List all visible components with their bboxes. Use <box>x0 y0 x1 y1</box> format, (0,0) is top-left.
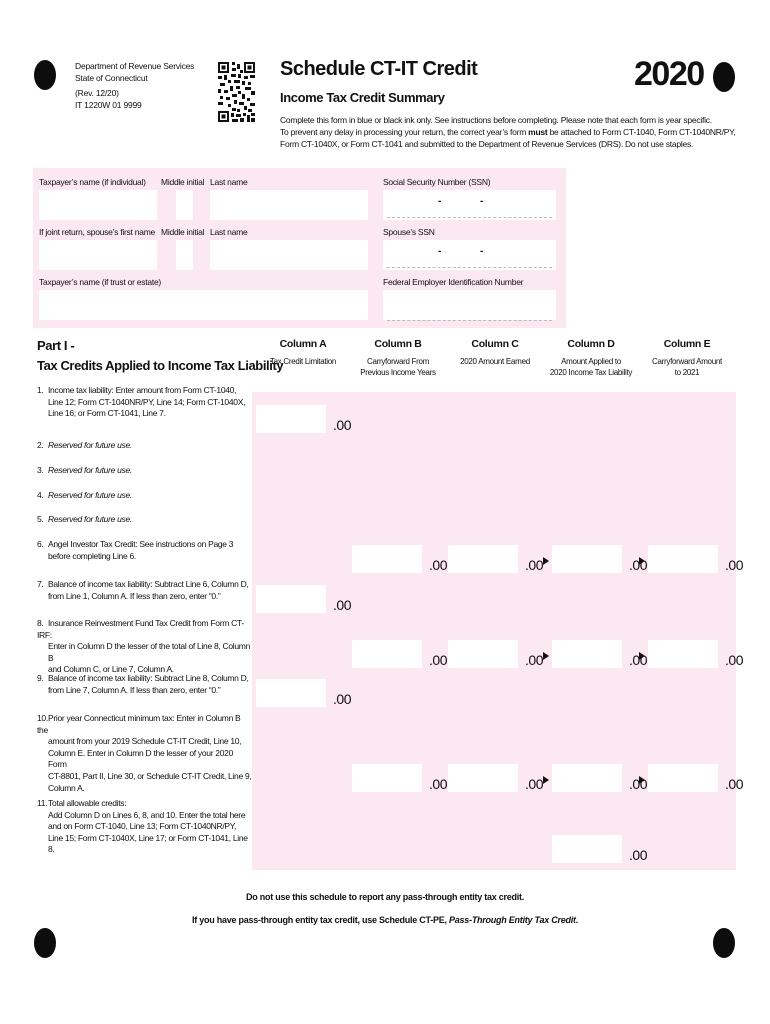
line-6-number: 6. <box>37 539 44 549</box>
part-1-title: Tax Credits Applied to Income Tax Liability <box>37 358 284 373</box>
line-9-text-2 <box>37 685 252 697</box>
line-1-column-a-entry <box>256 405 351 433</box>
line-10-text-2 <box>37 736 252 748</box>
line-1-text-1-content: Income tax liability: Enter amount from Form CT-1040, <box>48 385 237 395</box>
trust-name-label: Taxpayer’s name (if trust or estate) <box>39 277 162 287</box>
line-6-column-c-arrow-icon <box>543 557 549 565</box>
agency-block <box>75 61 194 111</box>
line-10-column-e-entry <box>648 764 743 792</box>
line-8-column-e-input[interactable] <box>648 640 718 668</box>
footer-note-2a: If you have pass-through entity tax credit, use Schedule CT-PE, <box>191 915 450 925</box>
line-1-column-a-cents: .00 <box>333 417 351 433</box>
revision-date: (Rev. 12/20) <box>75 88 119 98</box>
taxpayer-first-name-field[interactable] <box>39 190 157 220</box>
line-11-text-4-content: Line 15; Form CT-1040X, Line 17; or Form CT-1041, Line 8. <box>48 832 248 855</box>
line-9-label <box>37 673 252 696</box>
ssn-dash-1: - <box>438 196 442 207</box>
column-e-description <box>632 356 742 378</box>
line-3-text-1-content: Reserved for future use. <box>48 465 132 475</box>
form-instructions <box>280 114 740 150</box>
middle-initial-label: Middle initial <box>161 177 205 187</box>
line-11-number: 11. <box>37 798 48 808</box>
line-10-text-5 <box>37 783 252 795</box>
line-11-label <box>37 798 252 856</box>
column-b-description <box>343 356 453 378</box>
spouse-first-name-label: If joint return, spouse’s first name <box>39 227 156 237</box>
line-3-text-1 <box>37 465 252 477</box>
line-10-column-e-cents: .00 <box>725 776 743 792</box>
line-8-column-e-cents: .00 <box>725 652 743 668</box>
line-9-text-1 <box>37 673 252 685</box>
form-subtitle: Income Tax Credit Summary <box>280 90 445 105</box>
line-6-column-b-input[interactable] <box>352 545 422 573</box>
line-9-column-a-input[interactable] <box>256 679 326 707</box>
line-10-column-b-entry <box>352 764 447 792</box>
line-10-column-c-arrow-icon <box>543 776 549 784</box>
spouse-middle-initial-label: Middle initial <box>161 227 205 237</box>
line-4-label <box>37 490 252 502</box>
ssn-label: Social Security Number (SSN) <box>383 177 491 187</box>
fein-guide-line <box>387 320 552 321</box>
line-4-text-1-content: Reserved for future use. <box>48 490 132 500</box>
line-2-number: 2. <box>37 440 44 450</box>
line-3-label <box>37 465 252 477</box>
column-b-description-line-1: Carryforward From <box>366 357 430 366</box>
footer-note-2 <box>0 915 770 925</box>
line-4-number: 4. <box>37 490 44 500</box>
line-10-column-d-entry <box>552 764 647 792</box>
line-7-column-a-entry <box>256 585 351 613</box>
line-5-number: 5. <box>37 514 44 524</box>
instructions-line-2c: be attached to Form CT-1040, Form CT-1040NR/PY, <box>547 127 736 137</box>
line-8-column-c-input[interactable] <box>448 640 518 668</box>
line-8-column-d-arrow-icon <box>639 652 645 660</box>
line-10-column-e-input[interactable] <box>648 764 718 792</box>
registration-mark-top-right <box>713 62 735 92</box>
line-6-column-e-cents: .00 <box>725 557 743 573</box>
spouse-ssn-label: Spouse’s SSN <box>383 227 435 237</box>
line-11-text-3-content: and on Form CT-1040, Line 13; Form CT-1040NR/PY, <box>48 821 237 832</box>
line-6-column-d-entry <box>552 545 647 573</box>
column-d-description <box>536 356 646 378</box>
taxpayer-last-name-field[interactable] <box>210 190 368 220</box>
column-b-description-line-2: Previous Income Years <box>360 368 436 377</box>
line-10-text-1 <box>37 713 252 736</box>
column-a-description <box>248 356 358 367</box>
line-8-column-b-cents: .00 <box>429 652 447 668</box>
line-9-column-a-entry <box>256 679 351 707</box>
part-1-label: Part I - <box>37 338 75 353</box>
line-6-column-e-input[interactable] <box>648 545 718 573</box>
line-11-column-d-input[interactable] <box>552 835 622 863</box>
instructions-line-1: Complete this form in blue or black ink only. See instructions before completing. Please note that each form is year specific. <box>280 115 712 125</box>
line-7-column-a-input[interactable] <box>256 585 326 613</box>
line-8-column-b-entry <box>352 640 447 668</box>
line-1-text-3 <box>37 408 252 420</box>
line-8-column-d-input[interactable] <box>552 640 622 668</box>
footer-note-2-form-name: Pass-Through Entity Tax Credit <box>449 915 576 925</box>
line-7-number: 7. <box>37 579 44 589</box>
line-6-column-b-entry <box>352 545 447 573</box>
line-8-column-d-cents: .00 <box>629 652 647 668</box>
line-6-text-1-content: Angel Investor Tax Credit: See instructions on Page 3 <box>48 539 234 549</box>
spouse-ssn-dash-2: - <box>480 246 484 257</box>
spouse-last-name-field[interactable] <box>210 240 368 270</box>
line-1-text-2 <box>37 397 252 409</box>
form-title: Schedule CT-IT Credit <box>280 58 478 80</box>
line-10-column-c-cents: .00 <box>525 776 543 792</box>
spouse-ssn-dash-1: - <box>438 246 442 257</box>
line-6-text-1 <box>37 539 252 551</box>
fein-field[interactable] <box>383 290 556 320</box>
line-10-column-d-cents: .00 <box>629 776 647 792</box>
spouse-ssn-field[interactable] <box>383 240 556 270</box>
column-e-header: Column E <box>663 338 711 350</box>
spouse-first-name-field[interactable] <box>39 240 157 270</box>
line-11-text-3 <box>37 821 252 833</box>
line-8-text-1 <box>37 618 252 641</box>
line-7-text-1-content: Balance of income tax liability: Subtract Line 6, Column D, <box>48 579 249 589</box>
line-8-column-e-entry <box>648 640 743 668</box>
line-10-label <box>37 713 252 794</box>
line-2-text-1 <box>37 440 252 452</box>
line-5-label <box>37 514 252 526</box>
line-10-column-b-input[interactable] <box>352 764 422 792</box>
line-8-text-2-content: Enter in Column D the lesser of the total of Line 8, Column B <box>48 641 250 663</box>
line-8-text-3-content: and Column C, or Line 7, Column A. <box>48 664 174 675</box>
line-6-column-d-input[interactable] <box>552 545 622 573</box>
spouse-ssn-guide-line <box>387 267 552 268</box>
line-6-label <box>37 539 252 562</box>
column-a-description-line-1: Tax Credit Limitation <box>269 357 337 366</box>
column-a-header: Column A <box>279 338 327 350</box>
line-10-column-d-arrow-icon <box>639 776 645 784</box>
ssn-field[interactable] <box>383 190 556 220</box>
line-6-column-d-arrow-icon <box>639 557 645 565</box>
column-d-description-line-1: Amount Applied to <box>561 357 621 366</box>
line-6-text-2-content: before completing Line 6. <box>48 550 136 561</box>
line-8-column-d-entry <box>552 640 647 668</box>
line-8-column-b-input[interactable] <box>352 640 422 668</box>
instructions-line-2 <box>280 126 740 138</box>
line-7-text-2 <box>37 591 252 603</box>
line-5-text-1-content: Reserved for future use. <box>48 514 132 524</box>
line-10-number: 10. <box>37 713 48 723</box>
line-10-column-d-input[interactable] <box>552 764 622 792</box>
line-1-text-3-content: Line 16; or Form CT-1041, Line 7. <box>48 408 166 419</box>
line-6-column-c-input[interactable] <box>448 545 518 573</box>
line-10-text-3-content: Column E. Enter in Column D the lesser of your 2020 Form <box>48 747 234 770</box>
form-code: IT 1220W 01 9999 <box>75 99 142 110</box>
line-6-column-d-cents: .00 <box>629 557 647 573</box>
line-8-column-c-arrow-icon <box>543 652 549 660</box>
instructions-line-3: Form CT-1040X, or Form CT-1041 and submitted to the Department of Revenue Services (DRS). Do not use staples. <box>280 139 694 149</box>
tax-year: 2020 <box>634 55 704 93</box>
ssn-guide-line <box>387 217 552 218</box>
line-8-column-c-entry <box>448 640 543 668</box>
line-10-column-b-cents: .00 <box>429 776 447 792</box>
line-10-text-2-content: amount from your 2019 Schedule CT-IT Credit, Line 10, <box>48 736 242 747</box>
line-9-number: 9. <box>37 673 44 683</box>
line-11-text-2-content: Add Column D on Lines 6, 8, and 10. Enter the total here <box>48 809 246 820</box>
line-1-label <box>37 385 252 420</box>
line-10-text-4-content: CT-8801, Part II, Line 30, or Schedule CT-IT Credit, Line 9, <box>48 770 252 781</box>
state-name: State of Connecticut <box>75 72 148 83</box>
line-11-text-1-content: Total allowable credits: <box>48 798 127 808</box>
line-6-text-2 <box>37 551 252 563</box>
line-3-number: 3. <box>37 465 44 475</box>
taxpayer-middle-initial-field[interactable] <box>176 190 193 220</box>
footer-note-1: Do not use this schedule to report any pass-through entity tax credit. <box>245 892 525 902</box>
line-11-text-4 <box>37 833 252 856</box>
line-2-text-1-content: Reserved for future use. <box>48 440 132 450</box>
registration-mark-bottom-left <box>34 928 56 958</box>
line-10-text-5-content: Column A. <box>48 782 85 793</box>
department-name: Department of Revenue Services <box>75 61 195 71</box>
line-7-text-1 <box>37 579 252 591</box>
line-8-text-1-content: Insurance Reinvestment Fund Tax Credit from Form CT-IRF: <box>37 618 244 640</box>
column-d-header: Column D <box>567 338 615 350</box>
line-6-column-e-entry <box>648 545 743 573</box>
qr-code-image <box>218 62 255 122</box>
column-b-header: Column B <box>374 338 422 350</box>
registration-mark-top-left <box>34 60 56 90</box>
line-8-text-2 <box>37 641 252 664</box>
column-d-description-line-2: 2020 Income Tax Liability <box>549 368 633 377</box>
line-1-text-1 <box>37 385 252 397</box>
part-1-heading <box>37 336 283 376</box>
line-10-column-c-input[interactable] <box>448 764 518 792</box>
fein-label: Federal Employer Identification Number <box>383 277 524 287</box>
line-8-column-c-cents: .00 <box>525 652 543 668</box>
line-1-number: 1. <box>37 385 44 395</box>
line-7-column-a-cents: .00 <box>333 597 351 613</box>
footer-note-2c: . <box>575 915 578 925</box>
line-10-text-4 <box>37 771 252 783</box>
column-c-description-line-1: 2020 Amount Earned <box>460 357 530 366</box>
credits-table-area <box>252 392 736 870</box>
line-8-number: 8. <box>37 618 44 628</box>
column-e-description-line-2: to 2021 <box>674 368 700 377</box>
instructions-emphasis-must: must <box>528 127 548 137</box>
line-11-column-d-cents: .00 <box>629 847 647 863</box>
registration-mark-bottom-right <box>713 928 735 958</box>
line-9-text-2-content: from Line 7, Column A. If less than zero, enter “0.” <box>48 684 221 695</box>
line-11-text-1 <box>37 798 252 810</box>
line-1-column-a-input[interactable] <box>256 405 326 433</box>
line-1-text-2-content: Line 12; Form CT-1040NR/PY, Line 14; Form CT-1040X, <box>48 396 246 407</box>
instructions-line-2a: To prevent any delay in processing your return, the correct year’s form <box>280 127 529 137</box>
line-6-column-b-cents: .00 <box>429 557 447 573</box>
line-9-column-a-cents: .00 <box>333 691 351 707</box>
column-c-header: Column C <box>471 338 519 350</box>
line-6-column-c-cents: .00 <box>525 557 543 573</box>
line-10-text-1-content: Prior year Connecticut minimum tax: Enter in Column B the <box>37 713 241 735</box>
ssn-dash-2: - <box>480 196 484 207</box>
line-8-label <box>37 618 252 676</box>
line-11-text-2 <box>37 810 252 822</box>
taxpayer-name-label: Taxpayer’s name (if individual) <box>39 177 146 187</box>
last-name-label: Last name <box>210 177 248 187</box>
column-e-description-line-1: Carryforward Amount <box>652 357 722 366</box>
line-5-text-1 <box>37 514 252 526</box>
line-7-label <box>37 579 252 602</box>
line-4-text-1 <box>37 490 252 502</box>
column-c-description <box>440 356 550 367</box>
line-9-text-1-content: Balance of income tax liability: Subtract Line 8, Column D, <box>48 673 249 683</box>
line-11-column-d-entry <box>552 835 647 863</box>
line-10-text-3 <box>37 748 252 771</box>
trust-name-field[interactable] <box>39 290 368 320</box>
line-6-column-c-entry <box>448 545 543 573</box>
line-2-label <box>37 440 252 452</box>
line-7-text-2-content: from Line 1, Column A. If less than zero, enter “0.” <box>48 590 221 601</box>
spouse-middle-initial-field[interactable] <box>176 240 193 270</box>
spouse-last-name-label: Last name <box>210 227 248 237</box>
line-10-column-c-entry <box>448 764 543 792</box>
